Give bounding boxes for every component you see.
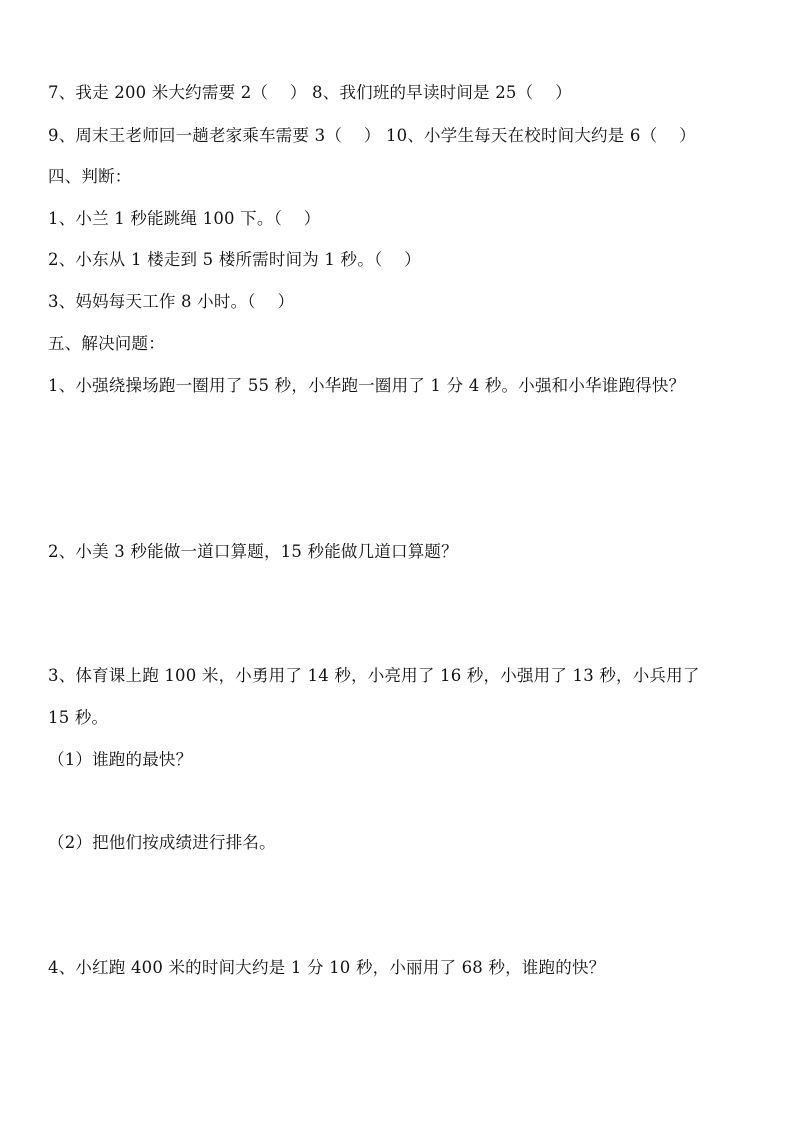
solve-question-1: 1、小强绕操场跑一圈用了 55 秒，小华跑一圈用了 1 分 4 秒。小强和小华谁跑得快？ [48, 376, 686, 395]
solve-question-3-sub-1: （1）谁跑的最快？ [48, 750, 193, 769]
judge-item-1: 1、小兰 1 秒能跳绳 100 下。（ ） [48, 209, 321, 228]
solve-question-3-line-2: 15 秒。 [48, 708, 109, 727]
judge-item-2: 2、小东从 1 楼走到 5 楼所需时间为 1 秒。（ ） [48, 250, 421, 269]
solve-question-3-line-1: 3、体育课上跑 100 米，小勇用了 14 秒，小亮用了 16 秒，小强用了 13 秒，小兵用了 [48, 666, 700, 685]
solve-question-2: 2、小美 3 秒能做一道口算题，15 秒能做几道口算题？ [48, 542, 458, 561]
section-heading-solve: 五、解决问题： [48, 334, 165, 353]
judge-item-3: 3、妈妈每天工作 8 小时。（ ） [48, 292, 295, 311]
fill-blank-question-9-10: 9、周末王老师回一趟老家乘车需要 3（ ） 10、小学生每天在校时间大约是 6（ ） [48, 126, 696, 145]
section-heading-judge: 四、判断： [48, 167, 132, 186]
solve-question-3-sub-2: （2）把他们按成绩进行排名。 [48, 833, 276, 852]
fill-blank-question-7-8: 7、我走 200 米大约需要 2（ ） 8、我们班的早读时间是 25（ ） [48, 83, 572, 102]
solve-question-4: 4、小红跑 400 米的时间大约是 1 分 10 秒，小丽用了 68 秒，谁跑的快？ [48, 958, 606, 977]
